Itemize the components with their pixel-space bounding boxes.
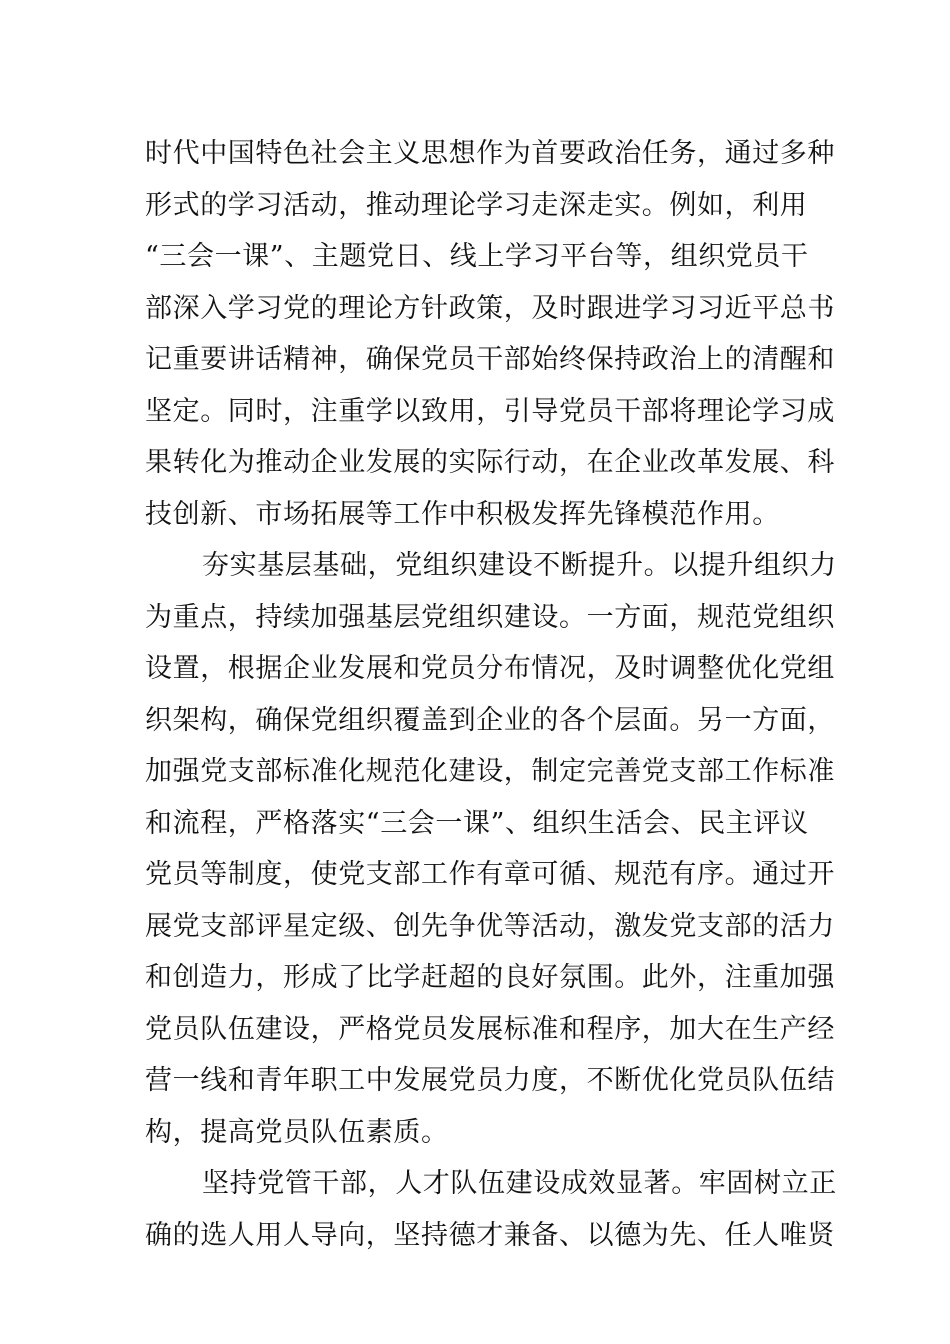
text-line: 坚定。同时，注重学以致用，引导党员干部将理论学习成: [145, 395, 835, 427]
text-line: 时代中国特色社会主义思想作为首要政治任务，通过多种: [145, 138, 835, 169]
text-line: 技创新、市场拓展等工作中积极发挥先锋模范作用。: [145, 498, 780, 530]
paragraph-first-line: 夯实基层基础，党组织建设不断提升。以提升组织力: [202, 550, 837, 581]
text-line: 和创造力，形成了比学赶超的良好氛围。此外，注重加强: [145, 962, 835, 993]
text-line: 部深入学习党的理论方针政策，及时跟进学习习近平总书: [145, 292, 835, 324]
text-line: 织架构，确保党组织覆盖到企业的各个层面。另一方面，: [145, 704, 835, 736]
text-line: 构，提高党员队伍素质。: [145, 1116, 449, 1148]
text-line: 党员队伍建设，严格党员发展标准和程序，加大在生产经: [145, 1013, 835, 1045]
text-line: 和流程，严格落实“三会一课”、组织生活会、民主评议: [145, 807, 809, 839]
text-line: 记重要讲话精神，确保党员干部始终保持政治上的清醒和: [145, 344, 835, 375]
paragraph-first-line: 坚持党管干部，人才队伍建设成效显著。牢固树立正: [202, 1168, 837, 1199]
text-line: 展党支部评星定级、创先争优等活动，激发党支部的活力: [145, 910, 835, 942]
text-line: “三会一课”、主题党日、线上学习平台等，组织党员干: [145, 241, 809, 272]
text-line: 加强党支部标准化规范化建设，制定完善党支部工作标准: [145, 756, 835, 787]
body-text: [145, 128, 837, 1261]
text-line: 果转化为推动企业发展的实际行动，在企业改革发展、科: [145, 447, 835, 478]
text-line: 设置，根据企业发展和党员分布情况，及时调整优化党组: [145, 653, 835, 684]
text-line: 为重点，持续加强基层党组织建设。一方面，规范党组织: [145, 601, 835, 633]
text-line: 营一线和青年职工中发展党员力度，不断优化党员队伍结: [145, 1065, 835, 1096]
text-line: 形式的学习活动，推动理论学习走深走实。例如，利用: [145, 189, 808, 221]
text-line: 党员等制度，使党支部工作有章可循、规范有序。通过开: [145, 859, 835, 890]
text-line: 确的选人用人导向，坚持德才兼备、以德为先、任人唯贤: [145, 1219, 835, 1251]
